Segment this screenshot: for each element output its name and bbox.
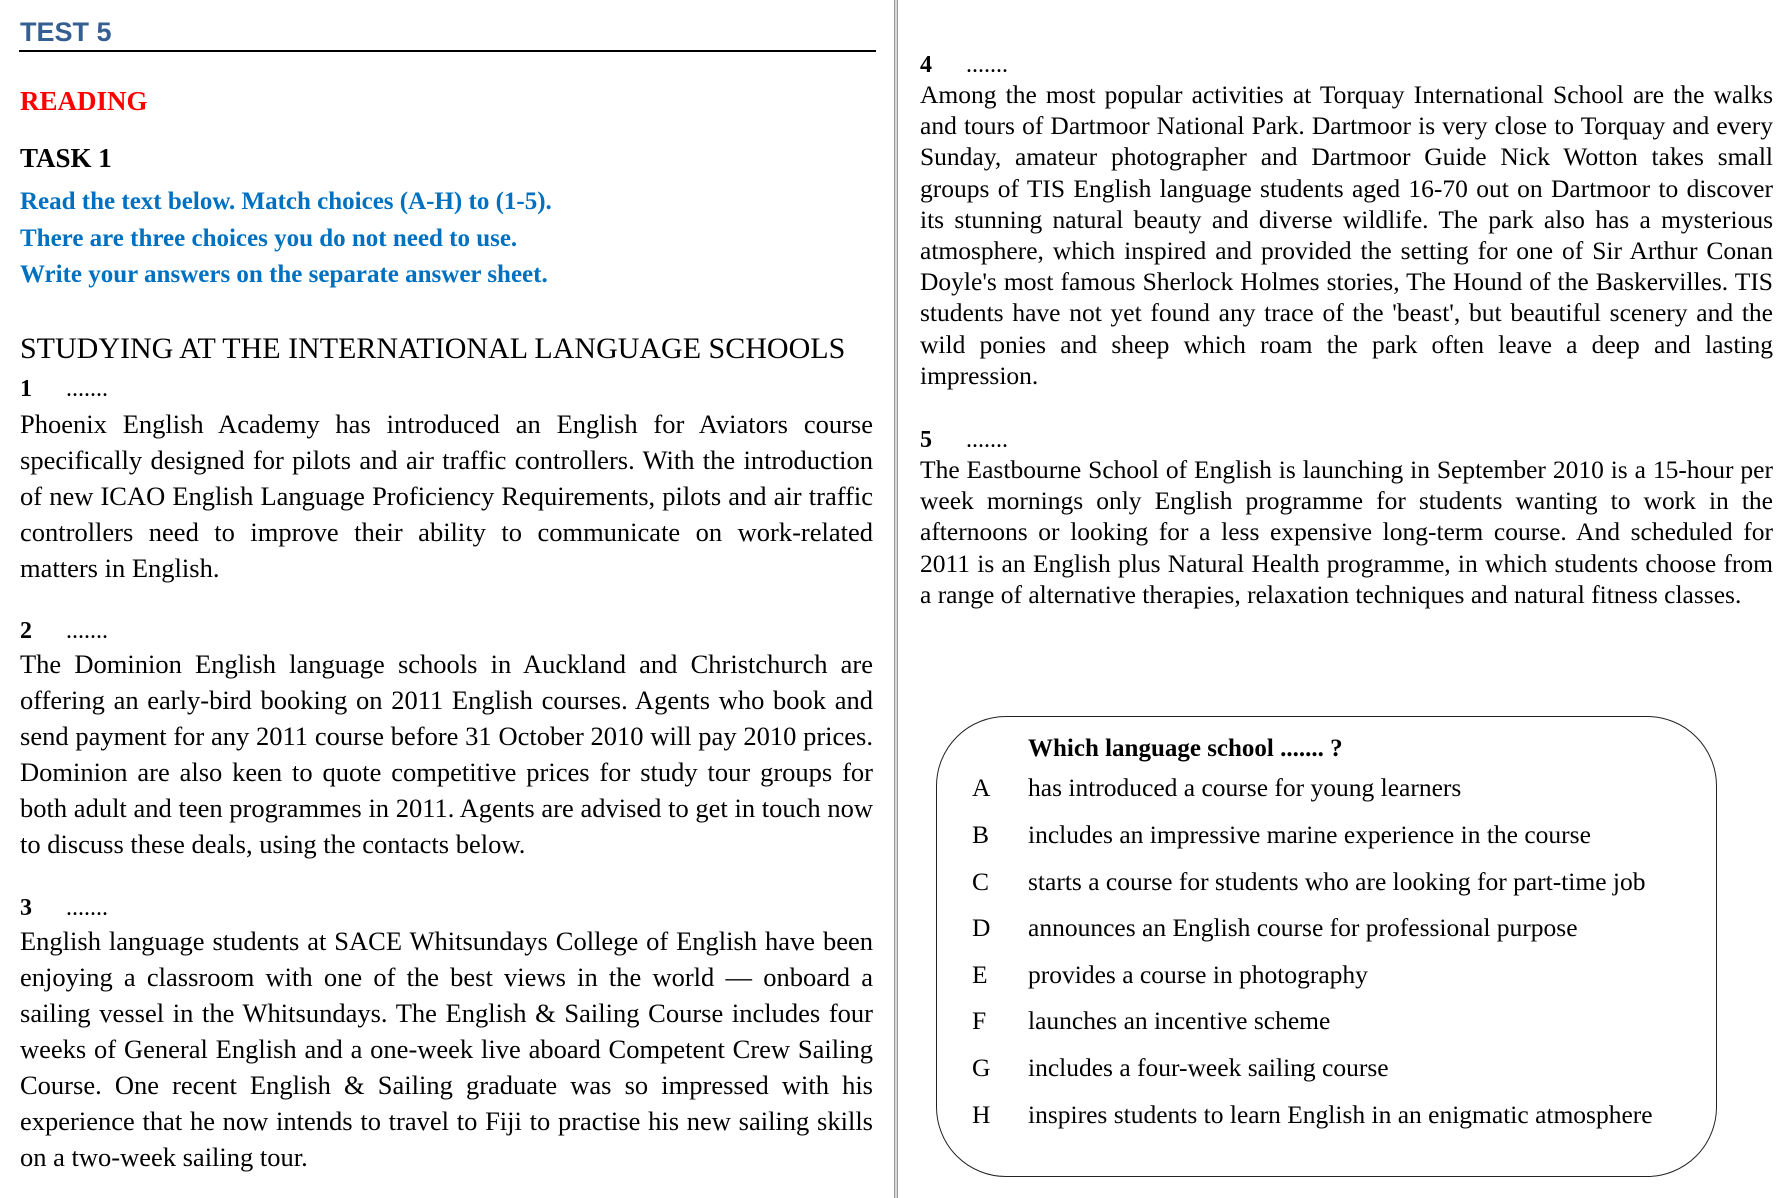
- option-text: has introduced a course for young learners: [1028, 773, 1462, 802]
- item-header: [20, 893, 873, 923]
- option-text: starts a course for students who are looking for part-time job: [1028, 867, 1646, 896]
- answer-blank: .......: [66, 376, 108, 402]
- section-heading: READING: [20, 86, 148, 116]
- item-number: 5: [920, 427, 932, 453]
- option-letter: D: [972, 913, 991, 942]
- item-text: The Dominion English language schools in Auckland and Christchurch are offering an early-bird booking on 2011 English courses. Agents who book and send payment for any 2011 course before 31 October 2010 will pay 2010 prices. Dominion are also keen to quote competitive prices for study tour groups for both adult and teen programmes in 2011. Agents are advised to get in touch now to discuss these deals, using the contacts below.: [20, 649, 873, 859]
- option-f: [972, 1006, 1330, 1036]
- instruction-line: Read the text below. Match choices (A-H) to (1-5).: [20, 188, 552, 215]
- option-letter: C: [972, 867, 990, 896]
- option-b: [972, 820, 1591, 850]
- option-letter: F: [972, 1006, 987, 1035]
- option-e: [972, 960, 1368, 990]
- item-header: [920, 50, 1773, 80]
- answer-blank: .......: [66, 618, 108, 644]
- item-text: The Eastbourne School of English is launching in September 2010 is a 15-hour per week mornings only English programme for students wanting to work in the afternoons or looking for a less expensive long-term course. And scheduled for 2011 is an English plus Natural Health programme, in which students choose from a range of alternative therapies, relaxation techniques and natural fitness classes.: [920, 455, 1773, 609]
- instruction-line: Write your answers on the separate answer sheet.: [20, 261, 548, 288]
- page-divider: [894, 0, 898, 1198]
- answer-blank: .......: [66, 895, 108, 921]
- item-header: [920, 425, 1773, 455]
- item-header: [20, 616, 873, 646]
- option-g: [972, 1053, 1389, 1083]
- passage-item-5: [920, 425, 1773, 610]
- option-letter: B: [972, 820, 990, 849]
- item-number: 2: [20, 618, 32, 644]
- instructions: [20, 184, 552, 294]
- options-question: Which language school ....... ?: [1028, 735, 1343, 762]
- option-letter: E: [972, 960, 988, 989]
- option-text: provides a course in photography: [1028, 960, 1368, 989]
- option-a: [972, 773, 1461, 803]
- item-number: 1: [20, 376, 32, 402]
- option-text: includes an impressive marine experience in the course: [1028, 820, 1591, 849]
- passage-item-3: [20, 893, 873, 1175]
- option-text: includes a four-week sailing course: [1028, 1053, 1389, 1082]
- test-title: TEST 5: [20, 17, 112, 47]
- option-c: [972, 867, 1646, 897]
- passage-item-2: [20, 616, 873, 862]
- option-text: inspires students to learn English in an enigmatic atmosphere: [1028, 1100, 1653, 1129]
- answer-blank: .......: [966, 52, 1008, 78]
- passage-title: STUDYING AT THE INTERNATIONAL LANGUAGE SCHOOLS: [20, 332, 846, 365]
- option-text: announces an English course for professional purpose: [1028, 913, 1578, 942]
- title-underline: [19, 50, 876, 52]
- passage-item-4: [920, 50, 1773, 391]
- item-text: Phoenix English Academy has introduced an English for Aviators course specifically designed for pilots and air traffic controllers. With the introduction of new ICAO English Language Proficiency Requirements, pilots and air traffic controllers need to improve their ability to communicate on work-related matters in English.: [20, 409, 873, 583]
- item-text: Among the most popular activities at Torquay International School are the walks and tours of Dartmoor National Park. Dartmoor is very close to Torquay and every Sunday, amateur photographer and Dartmoor Guide Nick Wotton takes small groups of TIS English language students aged 16-70 out on Dartmoor to discover its stunning natural beauty and diverse wildlife. The park also has a mysterious atmosphere, which inspired and provided the setting for one of Sir Arthur Conan Doyle's most famous Sherlock Holmes stories, The Hound of the Baskervilles. TIS students have not yet found any trace of the 'beast', but beautiful scenery and the wild ponies and sheep which roam the park often leave a deep and lasting impression.: [920, 80, 1773, 390]
- instruction-line: There are three choices you do not need to use.: [20, 224, 518, 252]
- option-letter: H: [972, 1100, 991, 1129]
- item-text: English language students at SACE Whitsundays College of English have been enjoying a classroom with one of the best views in the world — onboard a sailing vessel in the Whitsundays. The English & Sailing Course includes four weeks of General English and a one-week live aboard Competent Crew Sailing Course. One recent English & Sailing graduate was so impressed with his experience that he now intends to travel to Fiji to practise his new sailing skills on a two-week sailing tour.: [20, 926, 873, 1172]
- task-heading: TASK 1: [20, 143, 112, 173]
- option-d: [972, 913, 1578, 943]
- option-letter: A: [972, 773, 991, 802]
- passage-item-1: [20, 374, 873, 586]
- answer-blank: .......: [966, 427, 1008, 453]
- option-text: launches an incentive scheme: [1028, 1006, 1331, 1035]
- item-header: [20, 374, 873, 404]
- option-h: [972, 1100, 1653, 1130]
- option-letter: G: [972, 1053, 991, 1082]
- item-number: 3: [20, 895, 32, 921]
- item-number: 4: [920, 52, 932, 78]
